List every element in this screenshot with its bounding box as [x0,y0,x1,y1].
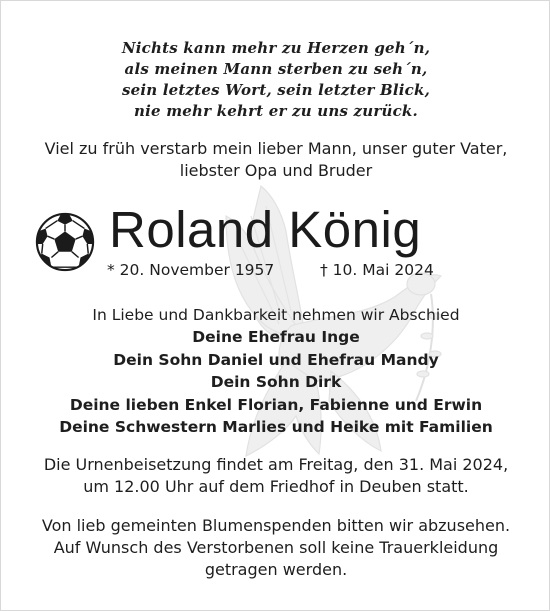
poem-line: Nichts kann mehr zu Herzen geh´n, [121,39,431,57]
note-line: getragen werden. [204,560,348,579]
family-member: Deine Schwestern Marlies und Heike mit Familien [59,418,493,436]
birth-date: * 20. November 1957 [107,261,275,279]
farewell-text: In Liebe und Dankbarkeit nehmen wir Abschied [92,306,460,324]
note-line: Von lieb gemeinten Blumenspenden bitten wir abzusehen. [41,516,511,535]
soccer-ball-icon [34,211,96,273]
burial-info [1,454,550,498]
burial-line: um 12.00 Uhr auf dem Friedhof in Deuben statt. [83,477,469,496]
deceased-name: Roland König [109,201,422,258]
intro-line: liebster Opa und Bruder [179,161,373,180]
poem-line: nie mehr kehrt er zu uns zurück. [134,102,418,120]
farewell-line [1,304,550,326]
burial-line: Die Urnenbeisetzung findet am Freitag, den 31. Mai 2024, [43,455,509,474]
family-member: Deine lieben Enkel Florian, Fabienne und Erwin [69,395,483,414]
poem-line: als meinen Mann sterben zu seh´n, [124,60,428,78]
intro-line: Viel zu früh verstarb mein lieber Mann, unser guter Vater, [44,139,508,158]
family-list [1,326,550,439]
poem-line: sein letztes Wort, sein letzter Blick, [121,81,431,99]
intro-text [1,138,550,182]
memorial-poem [1,38,550,122]
family-member: Dein Sohn Daniel und Ehefrau Mandy [113,350,439,369]
death-date: † 10. Mai 2024 [320,261,434,279]
family-member: Deine Ehefrau Inge [192,328,360,346]
note-line: Auf Wunsch des Verstorbenen soll keine Trauerkleidung [53,538,499,557]
family-member: Dein Sohn Dirk [210,373,342,391]
closing-note [1,515,550,581]
